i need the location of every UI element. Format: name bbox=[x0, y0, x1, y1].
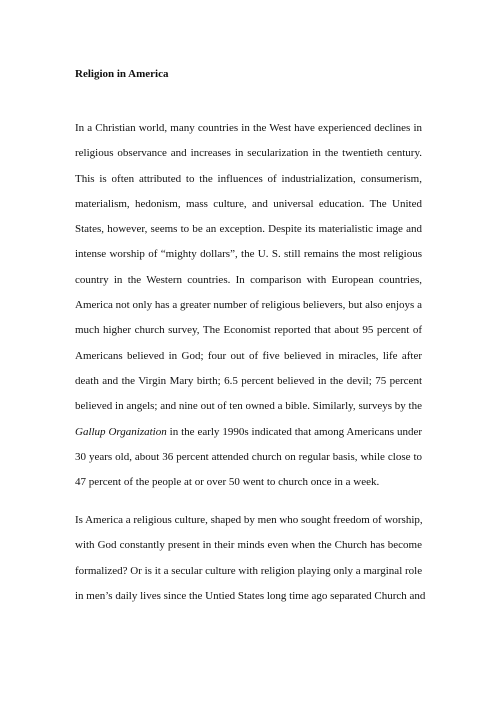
paragraph-line: religious observance and increases in secularization in the twentieth century. bbox=[75, 147, 422, 160]
paragraph-line: materialism, hedonism, mass culture, and universal education. The United bbox=[75, 197, 422, 210]
paragraph-line: intense worship of “mighty dollars”, the U. S. still remains the most religious bbox=[75, 248, 422, 261]
paragraph-2 bbox=[75, 513, 426, 614]
paragraph-1 bbox=[75, 121, 422, 500]
paragraph-line: This is often attributed to the influences of industrialization, consumerism, bbox=[75, 172, 422, 185]
paragraph-line: death and the Virgin Mary birth; 6.5 percent believed in the devil; 75 percent bbox=[75, 374, 422, 387]
paragraph-line: America not only has a greater number of religious believers, but also enjoys a bbox=[75, 299, 422, 312]
italic-source-name: Gallup Organization bbox=[75, 425, 167, 438]
paragraph-line: in men’s daily lives since the Untied States long time ago separated Church and bbox=[75, 589, 426, 602]
paragraph-line: In a Christian world, many countries in the West have experienced declines in bbox=[75, 122, 422, 134]
paragraph-line: Is America a religious culture, shaped by men who sought freedom of worship, bbox=[75, 514, 423, 526]
paragraph-line: much higher church survey, The Economist reported that about 95 percent of bbox=[75, 324, 422, 337]
paragraph-line-with-italic bbox=[75, 425, 422, 450]
paragraph-line: 47 percent of the people at or over 50 went to church once in a week. bbox=[75, 476, 380, 489]
paragraph-line-rest: in the early 1990s indicated that among Americans under bbox=[166, 425, 422, 438]
paragraph-line: 30 years old, about 36 percent attended church on regular basis, while close to bbox=[75, 450, 422, 463]
paragraph-line: States, however, seems to be an exception. Despite its materialistic image and bbox=[75, 223, 422, 236]
paragraph-line: believed in angels; and nine out of ten owned a bible. Similarly, surveys by the bbox=[75, 400, 422, 413]
document-title: Religion in America bbox=[75, 68, 169, 80]
paragraph-line: with God constantly present in their minds even when the Church has become bbox=[75, 539, 422, 552]
paragraph-line: formalized? Or is it a secular culture with religion playing only a marginal role bbox=[75, 564, 423, 577]
paragraph-line: country in the Western countries. In comparison with European countries, bbox=[75, 273, 422, 286]
paragraph-line: Americans believed in God; four out of five believed in miracles, life after bbox=[75, 349, 422, 362]
